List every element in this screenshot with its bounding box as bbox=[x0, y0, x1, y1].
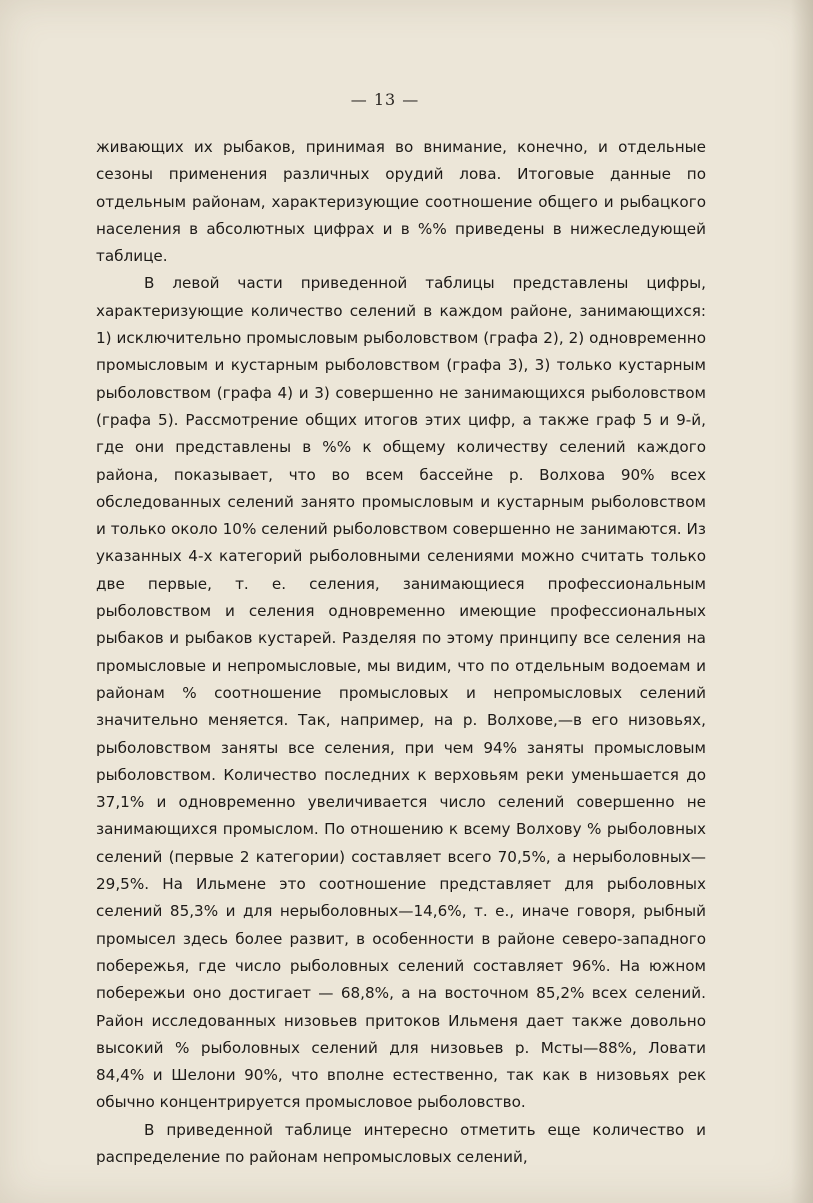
paragraph-2: В левой части приведенной таблицы представлены цифры, характеризующие количество селений в каждом районе, занимающихся: 1) исключительно промысловым рыболовством (графа 2), 2) одновременно промысловым и кустарным рыболовством (графа 3), 3) только кустарным рыболовством (графа 4) и 3) совершенно не занимающихся рыболовством (графа 5). Рассмотрение общих итогов этих цифр, а также граф 5 и 9-й, где они представлены в %% к общему количеству селений каждого района, показывает, что во всем бассейне р. Волхова 90% всех обследованных селений занято промысловым и кустарным рыболовством и только около 10% селений рыболовством совершенно не занимаются. Из указанных 4-х категорий рыболовными селениями можно считать только две первые, т. е. селения, занимающиеся профессиональным рыболовством и селения одновременно имеющие профессиональных рыбаков и рыбаков кустарей. Разделяя по этому принципу все селения на промысловые и непромысловые, мы видим, что по отдельным водоемам и районам % соотношение промысловых и непромысловых селений значительно меняется. Так, например, на р. Волхове,—в его низовьях, рыболовством заняты все селения, при чем 94% заняты промысловым рыболовством. Количество последних к верховьям реки уменьшается до 37,1% и одновременно увеличивается число селений совершенно не занимающихся промыслом. По отношению к всему Волхову % рыболовных селений (первые 2 категории) составляет всего 70,5%, а нерыболовных—29,5%. На Ильмене это соотношение представляет для рыболовных селений 85,3% и для нерыболовных—14,6%, т. е., иначе говоря, рыбный промысел здесь более развит, в особенности в районе северо-западного побережья, где число рыболовных селений составляет 96%. На южном побережьи оно достигает — 68,8%, а на восточном 85,2% всех селений. Район исследованных низовьев притоков Ильменя дает также довольно высокий % рыболовных селений для низовьев р. Мсты—88%, Ловати 84,4% и Шелони 90%, что вполне естественно, так как в низовьях рек обычно концентрируется промысловое рыболовство. bbox=[96, 274, 706, 1112]
body-text bbox=[96, 134, 706, 1171]
paragraph-1: живающих их рыбаков, принимая во внимание, конечно, и отдельные сезоны применения различных орудий лова. Итоговые данные по отдельным районам, характеризующие соотношение общего и рыбацкого населения в абсолютных цифрах и в %% приведены в нижеследующей таблице. bbox=[96, 138, 706, 266]
paragraph-3: В приведенной таблице интересно отметить еще количество и распределение по районам непромысловых селений, bbox=[96, 1120, 706, 1166]
page-number: — 13 — bbox=[350, 90, 420, 109]
page-edge-shadow bbox=[791, 0, 813, 1203]
